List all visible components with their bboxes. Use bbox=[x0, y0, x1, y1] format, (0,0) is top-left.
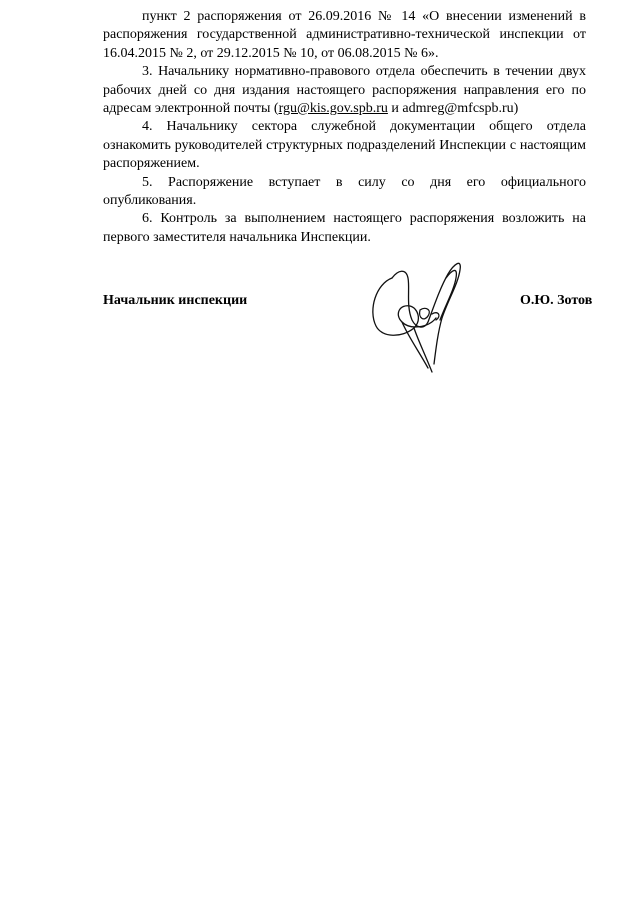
paragraph-text: 3. Начальнику нормативно-правового отдела обеспечить в течении двух рабочих дней со дня издания настоящего распоряжения направления его по адресам электронной почты ( bbox=[103, 64, 586, 117]
signer-position-title: Начальник инспекции bbox=[103, 293, 248, 308]
email-link-rgu[interactable]: rgu@kis.gov.spb.ru bbox=[278, 101, 388, 117]
paragraph-4 bbox=[103, 118, 586, 173]
paragraph-5 bbox=[103, 174, 586, 211]
paragraph-6 bbox=[103, 210, 586, 247]
paragraph-text: 5. Распоряжение вступает в силу со дня его официального опубликования. bbox=[103, 174, 586, 209]
handwritten-signature bbox=[362, 248, 474, 380]
paragraph-text: 4. Начальнику сектора служебной документации общего отдела ознакомить руководителей структурных подразделений Инспекции с настоящим распоряжением. bbox=[103, 119, 586, 172]
signer-name: О.Ю. Зотов bbox=[520, 293, 593, 308]
document-body bbox=[103, 8, 586, 247]
paragraph-3 bbox=[103, 63, 586, 118]
paragraph-text: 6. Контроль за выполнением настоящего распоряжения возложить на первого заместителя начальника Инспекции. bbox=[103, 211, 586, 245]
paragraph-text-tail: и admreg@mfcspb.ru) bbox=[387, 101, 519, 117]
paragraph-text: пункт 2 распоряжения от 26.09.2016 № 14 «О внесении изменений в распоряжения государственной административно-технической инспекции от 16.04.2015 № 2, от 29.12.2015 № 10, от 06.08.2015 № 6». bbox=[103, 9, 586, 61]
paragraph-2-continuation bbox=[103, 8, 586, 63]
